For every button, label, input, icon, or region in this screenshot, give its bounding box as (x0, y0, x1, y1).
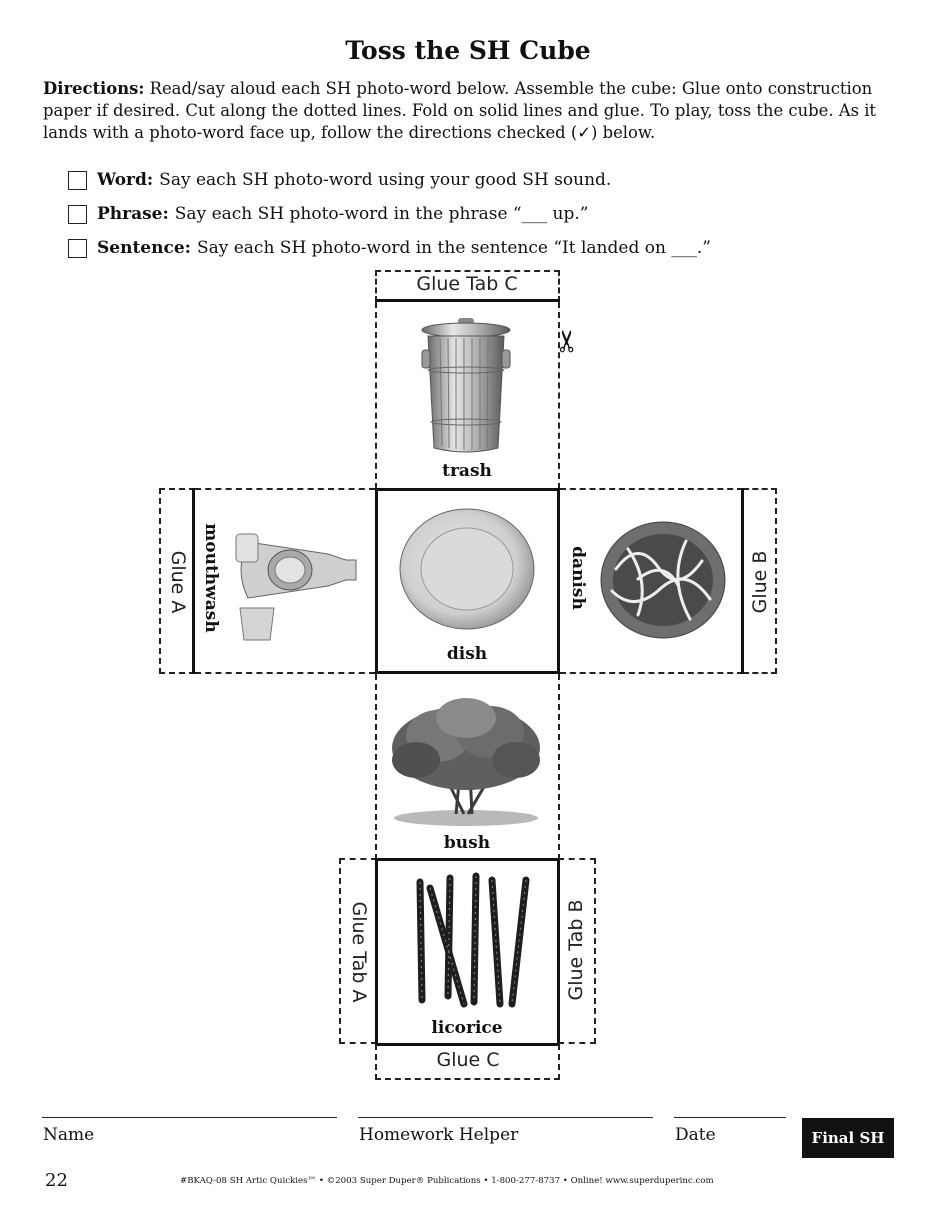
glue-b-label: Glue B (749, 550, 771, 614)
final-sh-badge: Final SH (802, 1118, 894, 1158)
word-dish: dish (446, 644, 488, 664)
option-phrase-text: Say each SH photo-word in the phrase “___ up.” (174, 204, 589, 224)
directions (43, 78, 898, 144)
option-phrase[interactable] (68, 202, 588, 226)
option-sentence-label: Sentence: (97, 238, 191, 258)
option-word-label: Word: (97, 170, 154, 190)
glue-a-label: Glue A (167, 550, 189, 614)
word-trash: trash (442, 461, 492, 481)
copyright-line: #BKAQ-08 SH Artic Quickies™ • ©2003 Super Duper® Publications • 1-800-277-8737 • Online! www.superduperinc.com (180, 1176, 714, 1186)
trash-can-icon (418, 316, 514, 458)
checkbox-word[interactable] (68, 171, 87, 190)
licorice-icon (408, 870, 538, 1010)
word-danish: danish (568, 546, 588, 610)
glue-tab-b-label: Glue Tab B (565, 899, 587, 1001)
option-word-text: Say each SH photo-word using your good SH sound. (159, 170, 612, 190)
option-sentence-text: Say each SH photo-word in the sentence “It landed on ___.” (196, 238, 711, 258)
option-word[interactable] (68, 168, 611, 192)
danish-pastry-icon (598, 519, 728, 641)
checkbox-sentence[interactable] (68, 239, 87, 258)
mouthwash-bottle-icon (228, 524, 364, 644)
word-mouthwash: mouthwash (201, 523, 221, 633)
word-licorice: licorice (431, 1018, 503, 1038)
date-line[interactable] (674, 1117, 786, 1118)
bush-icon (386, 694, 546, 826)
directions-text: Read/say aloud each SH photo-word below. Assemble the cube: Glue onto construction paper if desired. Cut along the dotted lines. Fold on solid lines and glue. To play, toss the cube. As it lands with a photo-word face up, follow the directions checked (✓) below. (43, 79, 877, 142)
checkbox-phrase[interactable] (68, 205, 87, 224)
scissors-icon: ✂ (550, 328, 586, 354)
helper-line[interactable] (358, 1117, 653, 1118)
glue-tab-c-label: Glue Tab C (416, 273, 518, 295)
helper-label: Homework Helper (359, 1125, 519, 1145)
name-label: Name (43, 1125, 95, 1145)
glue-tab-a-label: Glue Tab A (348, 901, 370, 1003)
page-title: Toss the SH Cube (345, 36, 591, 65)
option-sentence[interactable] (68, 236, 711, 260)
page-number: 22 (45, 1170, 68, 1191)
option-phrase-label: Phrase: (97, 204, 169, 224)
date-label: Date (675, 1125, 716, 1145)
name-line[interactable] (42, 1117, 337, 1118)
dish-plate-icon (398, 507, 536, 631)
fold-line (741, 488, 744, 674)
glue-c-label: Glue C (436, 1049, 500, 1071)
directions-label: Directions: (43, 79, 145, 98)
word-bush: bush (443, 833, 491, 853)
